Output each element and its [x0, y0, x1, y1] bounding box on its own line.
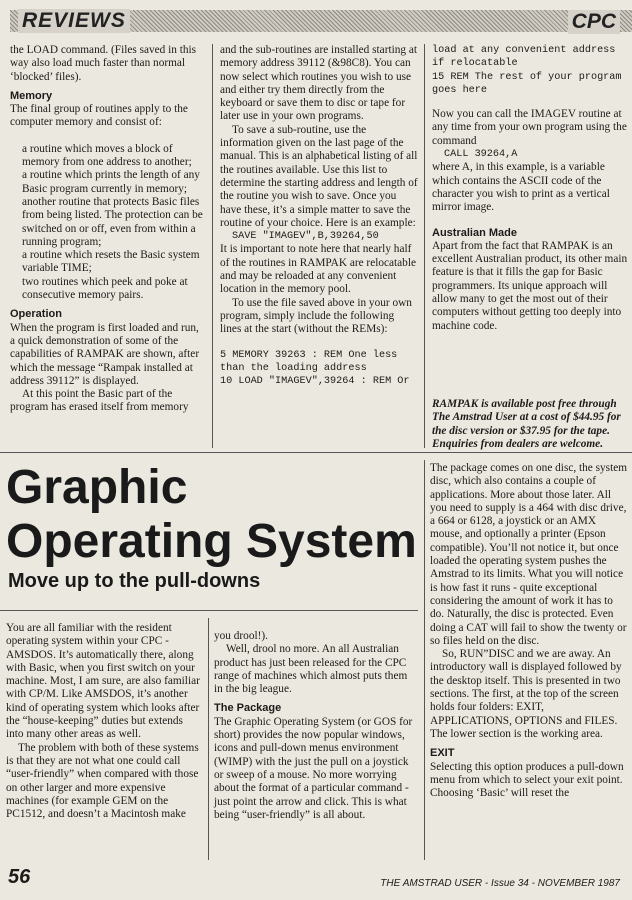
- column-divider: [424, 44, 425, 448]
- paragraph: The problem with both of these systems is that they are not what one could call “user-friendly” when compared with those on other larger and more expensive machines (for example GEM on the PC1512, and doesn’t a Macintosh make: [6, 741, 199, 821]
- code-listing: CALL 39264,A: [444, 149, 518, 161]
- paragraph: To use the file saved above in your own program, simply include the following lines at the start (without the REMs):: [220, 296, 412, 336]
- paragraph: To save a sub-routine, use the information given on the last page of the manual. This is an alphabetical listing of all the routines available. Use this list to determine the starting address and length of the routine you wish to save. Once you have these, it’s a simple matter to save the routine of your choice. Here is an example:: [220, 123, 418, 229]
- article-title-line-2: Operating System: [6, 515, 417, 568]
- paragraph: It is important to note here that nearly half of the routines in RAMPAK are relocatable and may be reloaded at any convenient location in the memory pool.: [220, 243, 416, 296]
- code-listing: 5 MEMORY 39263 : REM One less than the loading address 10 LOAD "IMAGEV",39264 : REM Or: [220, 349, 410, 388]
- column-divider: [208, 618, 209, 860]
- paragraph: you drool!).: [214, 630, 268, 642]
- list-item: another routine that protects Basic files from being listed. The protection can be switched on or off, even from within a running program;: [22, 195, 203, 248]
- column-divider: [424, 460, 425, 860]
- paragraph: Selecting this option produces a pull-down menu from which to select your exit point. Choosing ‘Basic’ will reset the: [430, 760, 624, 800]
- column-1: [10, 44, 204, 415]
- paragraph: When the program is first loaded and run, a quick demonstration of some of the capabilities of RAMPAK are shown, after which the message “Rampak installed at address 39112” is displayed.: [10, 321, 200, 387]
- list-item: a routine which prints the length of any Basic program currently in memory;: [22, 169, 200, 195]
- article2-column-left: [6, 622, 202, 821]
- subtitle-rule: [0, 610, 418, 611]
- heading-memory: Memory: [10, 89, 53, 102]
- section-header: [0, 6, 632, 36]
- code-listing: SAVE "IMAGEV",B,39264,50: [232, 231, 379, 243]
- article-title-line-1: Graphic: [6, 461, 188, 514]
- article2-column-right: [430, 462, 628, 800]
- paragraph: Well, drool no more. An all Australian product has just been released for the CPC range of machines which almost puts them in the big league.: [214, 643, 408, 696]
- paragraph: At this point the Basic part of the program has erased itself from memory: [10, 388, 189, 414]
- article2-column-mid: [214, 630, 418, 822]
- paragraph: Apart from the fact that RAMPAK is an excellent Australian product, its other main feature is that it fills the gap for Basic programmers. Its unique approach will allow many to get the most out of their computers without getting too deeply into machine code.: [432, 239, 628, 332]
- paragraph: You are all familiar with the resident operating system within your CPC - AMSDOS. It’s automatically there, along with Basic, when you first switch on your machine. Most, I am sure, are also familiar with CP/M. Like AMSDOS, it’s another kind of operating system which looks after the “house-keeping” duties but extends into many other areas as well.: [6, 622, 200, 741]
- column-3: [432, 44, 628, 450]
- list-item: a routine which moves a block of memory from one address to another;: [22, 142, 192, 169]
- article-subtitle: Move up to the pull-downs: [8, 570, 261, 592]
- paragraph: the LOAD command. (Files saved in this way also load much faster than normal ‘blocked’ files).: [10, 44, 197, 83]
- routine-list: [10, 143, 204, 303]
- magazine-footer: THE AMSTRAD USER - Issue 34 - NOVEMBER 1987: [380, 878, 620, 889]
- column-2: [220, 44, 418, 388]
- page-number: 56: [8, 866, 31, 888]
- column-divider: [212, 44, 213, 448]
- heading-the-package: The Package: [214, 702, 282, 715]
- paragraph: where A, in this example, is a variable which contains the ASCII code of the character you wish to print as a vertical mirror image.: [432, 161, 610, 214]
- availability-note: RAMPAK is available post free through The Amstrad User at a cost of $44.95 for the disc version or $37.95 for the tape. Enquiries from dealers are welcome.: [432, 398, 621, 450]
- article-separator: [0, 452, 632, 453]
- paragraph: The final group of routines apply to the computer memory and consist of:: [10, 103, 188, 129]
- code-listing: load at any convenient address if relocatable 15 REM The rest of your program goes here: [432, 45, 622, 96]
- heading-australian-made: Australian Made: [432, 226, 517, 239]
- heading-exit: EXIT: [430, 747, 455, 760]
- list-item: a routine which resets the Basic system variable TIME;: [22, 249, 200, 275]
- list-item: two routines which peek and poke at consecutive memory pairs.: [22, 275, 188, 302]
- paragraph: The Graphic Operating System (or GOS for short) provides the now popular windows, icons and pull-down menus environment (WIMP) with the just the pull on a joystick or sweep of a mouse. No more worrying about the format of a particular command - just point the arrow and click. This is what being “user-friendly” is all about.: [214, 715, 413, 821]
- paragraph: The package comes on one disc, the system disc, which also contains a couple of applications. More about those later. All you need to supply is a 464 with disc drive, a 664 or 6128, a joystick or an AMX mouse, and optionally a printer (Epson compatible). You’ll not notice it, but once loaded the operating system pushes the Amstrad to its limits. What you will notice is how fast it runs - quite exceptional considering the amount of work it has to do. Naturally, the disc is protected. Even doing a CAT will fail to show the twenty or so files held on the disc.: [430, 462, 628, 647]
- section-label: REVIEWS: [18, 9, 130, 33]
- cpc-badge: CPC: [568, 10, 620, 34]
- paragraph: Now you can call the IMAGEV routine at any time from your own program using the command: [432, 108, 627, 147]
- paragraph: So, RUN”DISC and we are away. An introductory wall is displayed followed by the desktop itself. This is presented in two sections. The first, at the top of the screen holds four folders: EXIT, APPLICATIONS, OPTIONS and FILES. The lower section is the working area.: [430, 648, 622, 740]
- paragraph: and the sub-routines are installed starting at memory address 39112 (&98C8). You can now select which routines you wish to use and either try them directly from the keyboard or save them to disc or tape for later use in your own programs.: [220, 44, 418, 123]
- heading-operation: Operation: [10, 308, 62, 321]
